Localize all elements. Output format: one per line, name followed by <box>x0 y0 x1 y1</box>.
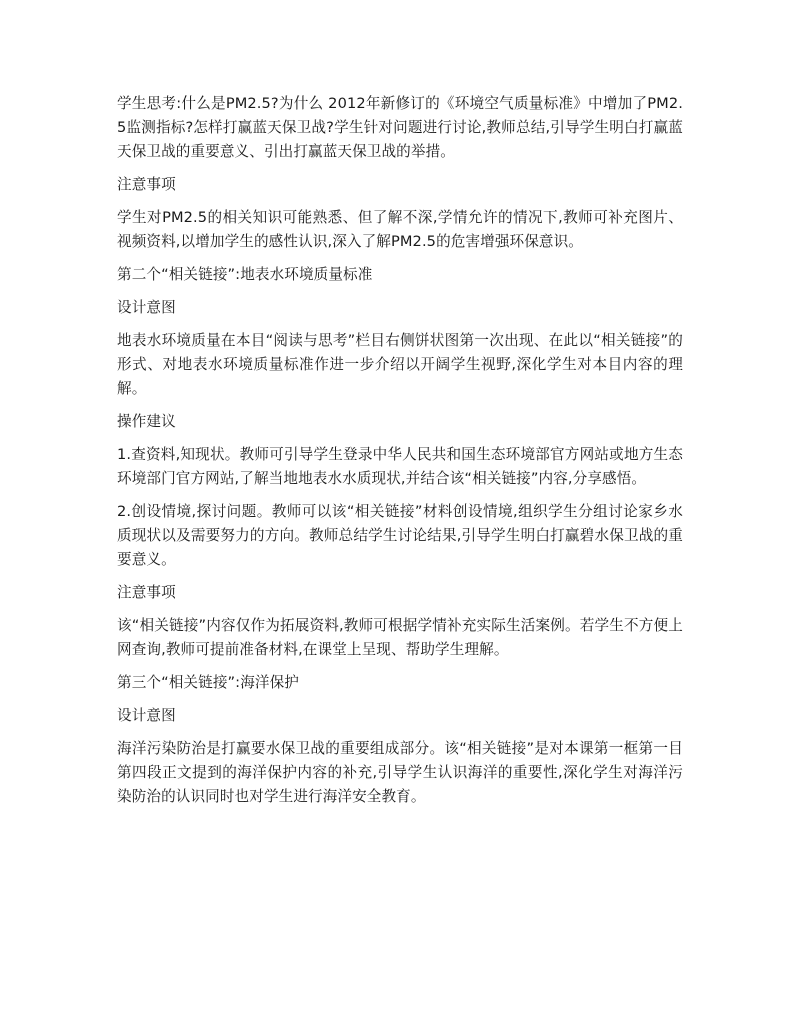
heading-third-link: 第三个“相关链接”:海洋保护 <box>117 674 299 691</box>
heading-notes-2: 注意事项 <box>117 584 176 601</box>
paragraph-notes-pm25: 学生对PM2.5的相关知识可能熟悉、但了解不深,学情允许的情况下,教师可补充图片、视频资料,以增加学生的感性认识,深入了解PM2.5的危害增强环保意识。 <box>117 209 683 250</box>
heading-notes-1: 注意事项 <box>117 176 176 193</box>
paragraph-suggestion-2: 2.创设情境,探讨问题。教师可以该“相关链接”材料创设情境,组织学生分组讨论家乡水质现状以及需要努力的方向。教师总结学生讨论结果,引导学生明白打赢碧水保卫战的重要意义。 <box>117 503 683 568</box>
heading-second-link: 第二个“相关链接”:地表水环境质量标准 <box>117 266 373 283</box>
paragraph-notes-link: 该“相关链接”内容仅作为拓展资料,教师可根据学情补充实际生活案例。若学生不方便上网查询,教师可提前准备材料,在课堂上呈现、帮助学生理解。 <box>117 617 683 658</box>
paragraph-surface-water: 地表水环境质量在本目“阅读与思考”栏目右侧饼状图第一次出现、在此以“相关链接”的形式、对地表水环境质量标准作进一步介绍以开阔学生视野,深化学生对本目内容的理解。 <box>117 332 683 397</box>
heading-design-intent-1: 设计意图 <box>117 299 176 316</box>
paragraph-pm25-thinking: 学生思考:什么是PM2.5?为什么 2012年新修订的《环境空气质量标准》中增加了PM2.5监测指标?怎样打赢蓝天保卫战?学生针对问题进行讨论,教师总结,引导学生明白打赢蓝天保卫战的重要意义、引出打赢蓝天保卫战的举措。 <box>117 95 683 160</box>
document-body <box>117 92 683 818</box>
heading-operation-suggestions: 操作建议 <box>117 413 176 430</box>
heading-design-intent-2: 设计意图 <box>117 707 176 724</box>
paragraph-ocean-protection: 海洋污染防治是打赢要水保卫战的重要组成部分。该“相关链接”是对本课第一框第一目第四段正文提到的海洋保护内容的补充,引导学生认识海洋的重要性,深化学生对海洋污染防治的认识同时也对学生进行海洋安全教育。 <box>117 740 683 805</box>
paragraph-suggestion-1: 1.查资料,知现状。教师可引导学生登录中华人民共和国生态环境部官方网站或地方生态环境部门官方网站,了解当地地表水水质现状,并结合该“相关链接”内容,分享感悟。 <box>117 446 683 487</box>
